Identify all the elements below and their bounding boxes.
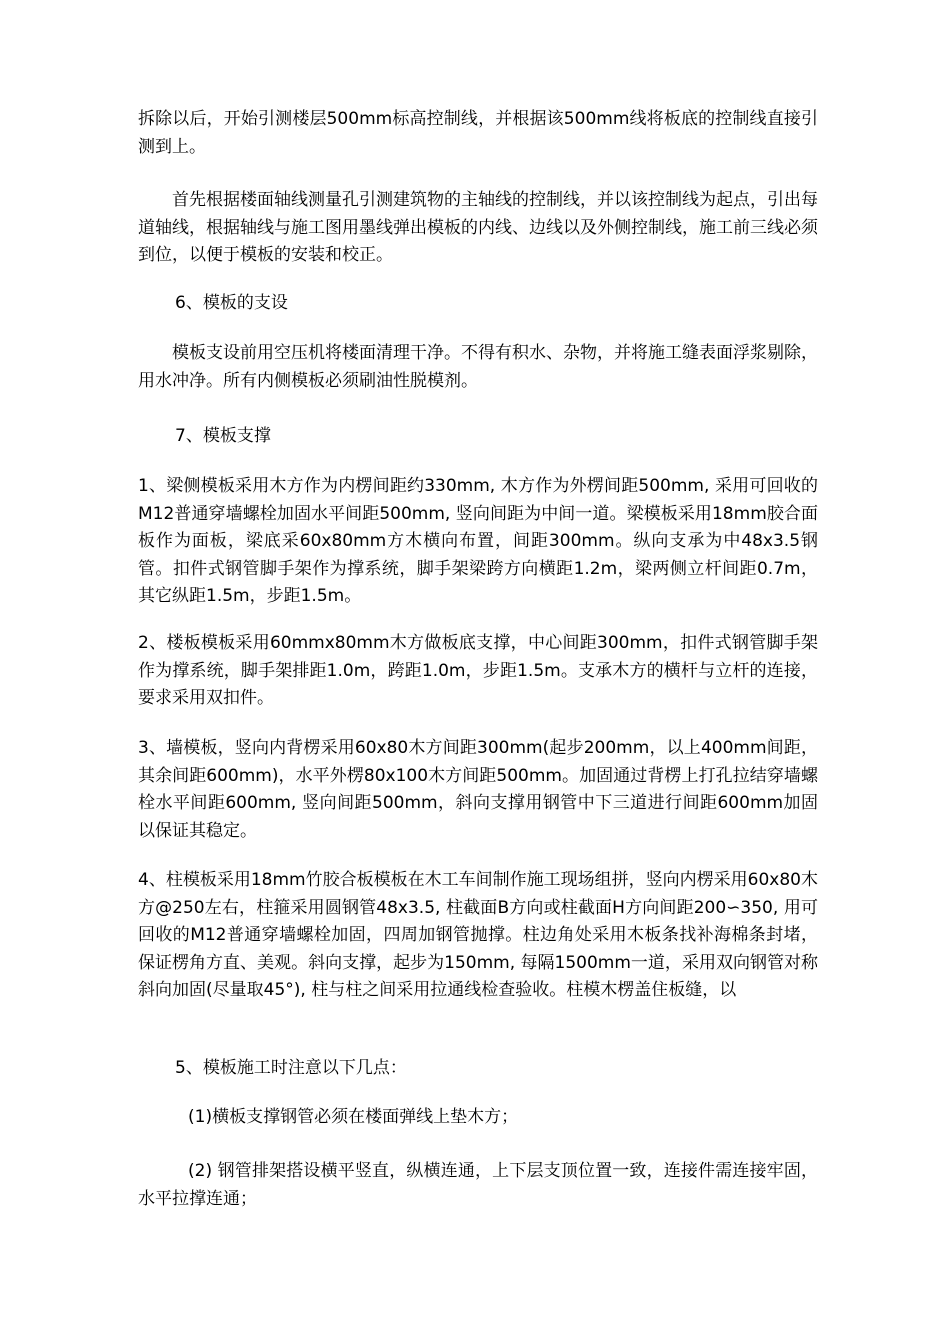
heading-precautions: 5、模板施工时注意以下几点： [175,1058,407,1078]
paragraph-beam-formwork: 1、梁侧模板采用木方作为内楞间距约330mm, 木方作为外楞间距500mm, 采用可回收的M12普通穿墙螺栓加固水平间距500mm, 竖向间距为中间一道。梁模板采用18mm胶合面板作为面板，梁底采60x80mm方木横向布置，间距300mm。纵向支承为中48x3.5钢管。扣件式钢管脚手架作为撑系统，脚手架梁跨方向横距1.2m，梁两侧立杆间距0.7m，其它纵距1.5m，步距1.5m。 [138,476,818,606]
paragraph-elevation-line: 拆除以后，开始引测楼层500mm标高控制线，并根据该500mm线将板底的控制线直接引测到上。 [138,109,818,157]
heading-formwork-support: 7、模板支撑 [175,426,271,446]
list-item-2: (2) 钢管排架搭设横平竖直，纵横连通，上下层支顶位置一致，连接件需连接牢固，水平拉撑连通； [138,1161,818,1209]
paragraph-cleaning: 模板支设前用空压机将楼面清理干净。不得有积水、杂物，并将施工缝表面浮浆剔除，用水冲净。所有内侧模板必须刷油性脱模剂。 [138,343,818,391]
heading-formwork-erection: 6、模板的支设 [175,293,288,313]
paragraph-column-formwork: 4、柱模板采用18mm竹胶合板模板在木工车间制作施工现场组拼，竖向内楞采用60x80木方@250左右，柱箍采用圆钢管48x3.5, 柱截面B方向或柱截面H方向间距200∽350, 用可回收的M12普通穿墙螺栓加固，四周加钢管抛撑。柱边角处采用木板条找补海棉条封堵，保证楞角方直、美观。斜向支撑，起步为150mm, 每隔1500mm一道，采用双向钢管对称斜向加固(尽量取45°), 柱与柱之间采用拉通线检查验收。柱模木楞盖住板缝，以 [138,870,818,1000]
list-item-1: (1)横板支撑钢管必须在楼面弹线上垫木方； [188,1107,519,1127]
paragraph-wall-formwork: 3、墙模板，竖向内背楞采用60x80木方间距300mm(起步200mm，以上400mm间距，其余间距600mm)，水平外楞80x100木方间距500mm。加固通过背楞上打孔拉结穿墙螺栓水平间距600mm, 竖向间距500mm，斜向支撑用钢管中下三道进行间距600mm加固以保证其稳定。 [138,738,818,841]
paragraph-axis-lines: 首先根据楼面轴线测量孔引测建筑物的主轴线的控制线，并以该控制线为起点，引出每道轴线，根据轴线与施工图用墨线弹出模板的内线、边线以及外侧控制线，施工前三线必须到位，以便于模板的安装和校正。 [138,190,818,265]
paragraph-slab-formwork: 2、楼板模板采用60mmx80mm木方做板底支撑，中心间距300mm，扣件式钢管脚手架作为撑系统，脚手架排距1.0m，跨距1.0m，步距1.5m。支承木方的横杆与立杆的连接，要求采用双扣件。 [138,633,818,708]
